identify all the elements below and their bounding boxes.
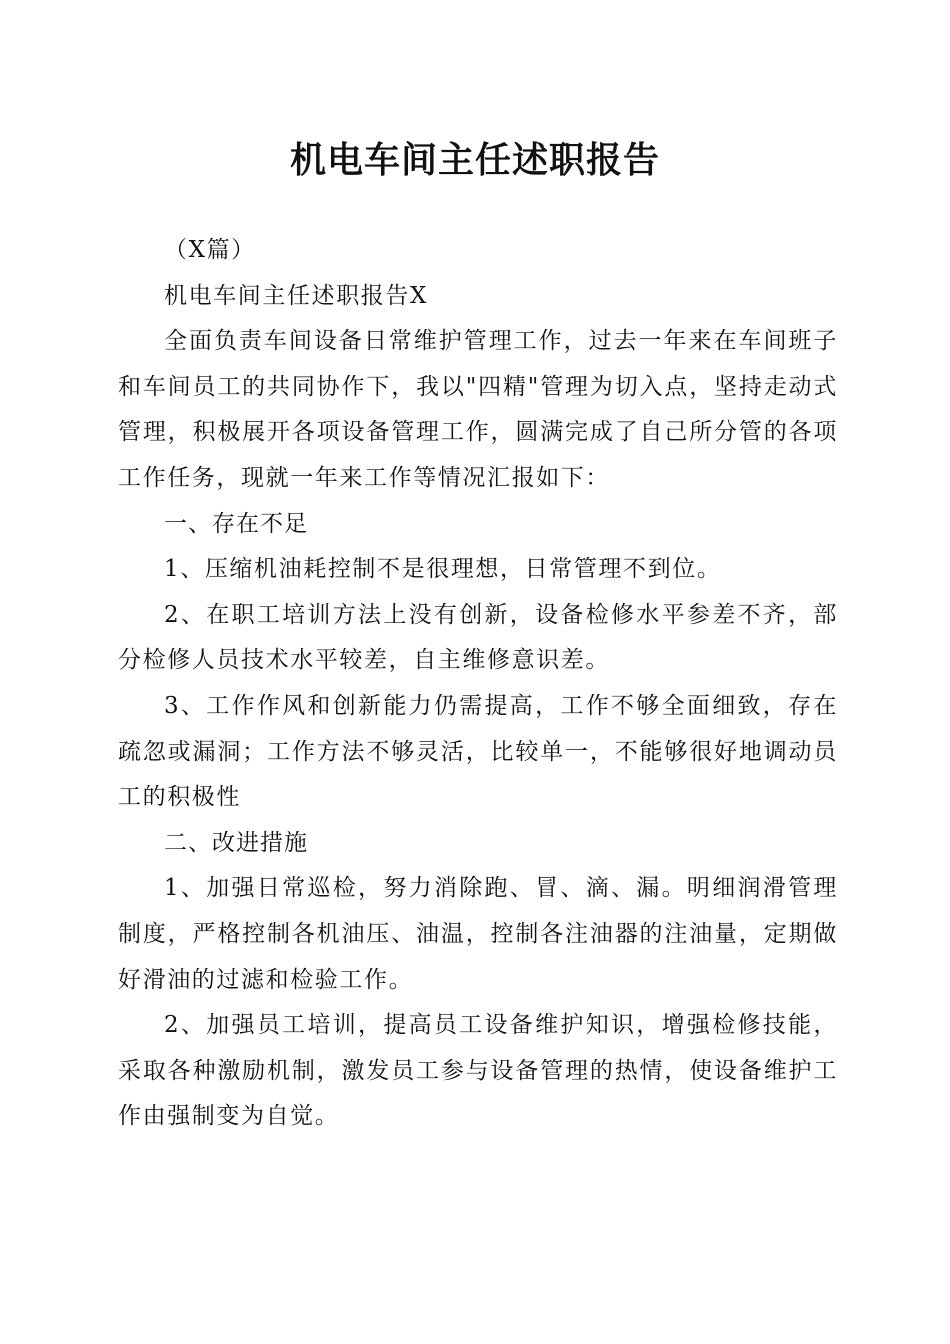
report-name-paragraph: 机电车间主任述职报告X (164, 282, 428, 309)
shortcoming-item-2: 2、在职工培训方法上没有创新，设备检修水平参差不齐，部分检修人员技术水平较差，自主维修意识差。 (118, 601, 838, 674)
section-heading-improvements: 二、改进措施 (164, 829, 308, 856)
section-heading-shortcomings: 一、存在不足 (164, 510, 308, 537)
improvement-item-2: 2、加强员工培训，提高员工设备维护知识，增强检修技能，采取各种激励机制，激发员工参与设备管理的热情，使设备维护工作由强制变为自觉。 (118, 1012, 838, 1130)
document-body (118, 228, 838, 1140)
shortcoming-item-1: 1、压缩机油耗控制不是很理想，日常管理不到位。 (164, 556, 722, 583)
improvement-item-1: 1、加强日常巡检，努力消除跑、冒、滴、漏。明细润滑管理制度，严格控制各机油压、油温，控制各注油器的注油量，定期做好滑油的过滤和检验工作。 (118, 875, 838, 993)
intro-paragraph: 全面负责车间设备日常维护管理工作，过去一年来在车间班子和车间员工的共同协作下，我以"四精"管理为切入点，坚持走动式管理，积极展开各项设备管理工作，圆满完成了自己所分管的各项工作任务，现就一年来工作等情况汇报如下： (118, 328, 838, 491)
document-title: 机电车间主任述职报告 (289, 139, 660, 181)
subtitle-paragraph: （X篇） (164, 237, 256, 263)
shortcoming-item-3: 3、工作作风和创新能力仍需提高，工作不够全面细致，存在疏忽或漏洞；工作方法不够灵活，比较单一，不能够很好地调动员工的积极性 (118, 692, 838, 811)
